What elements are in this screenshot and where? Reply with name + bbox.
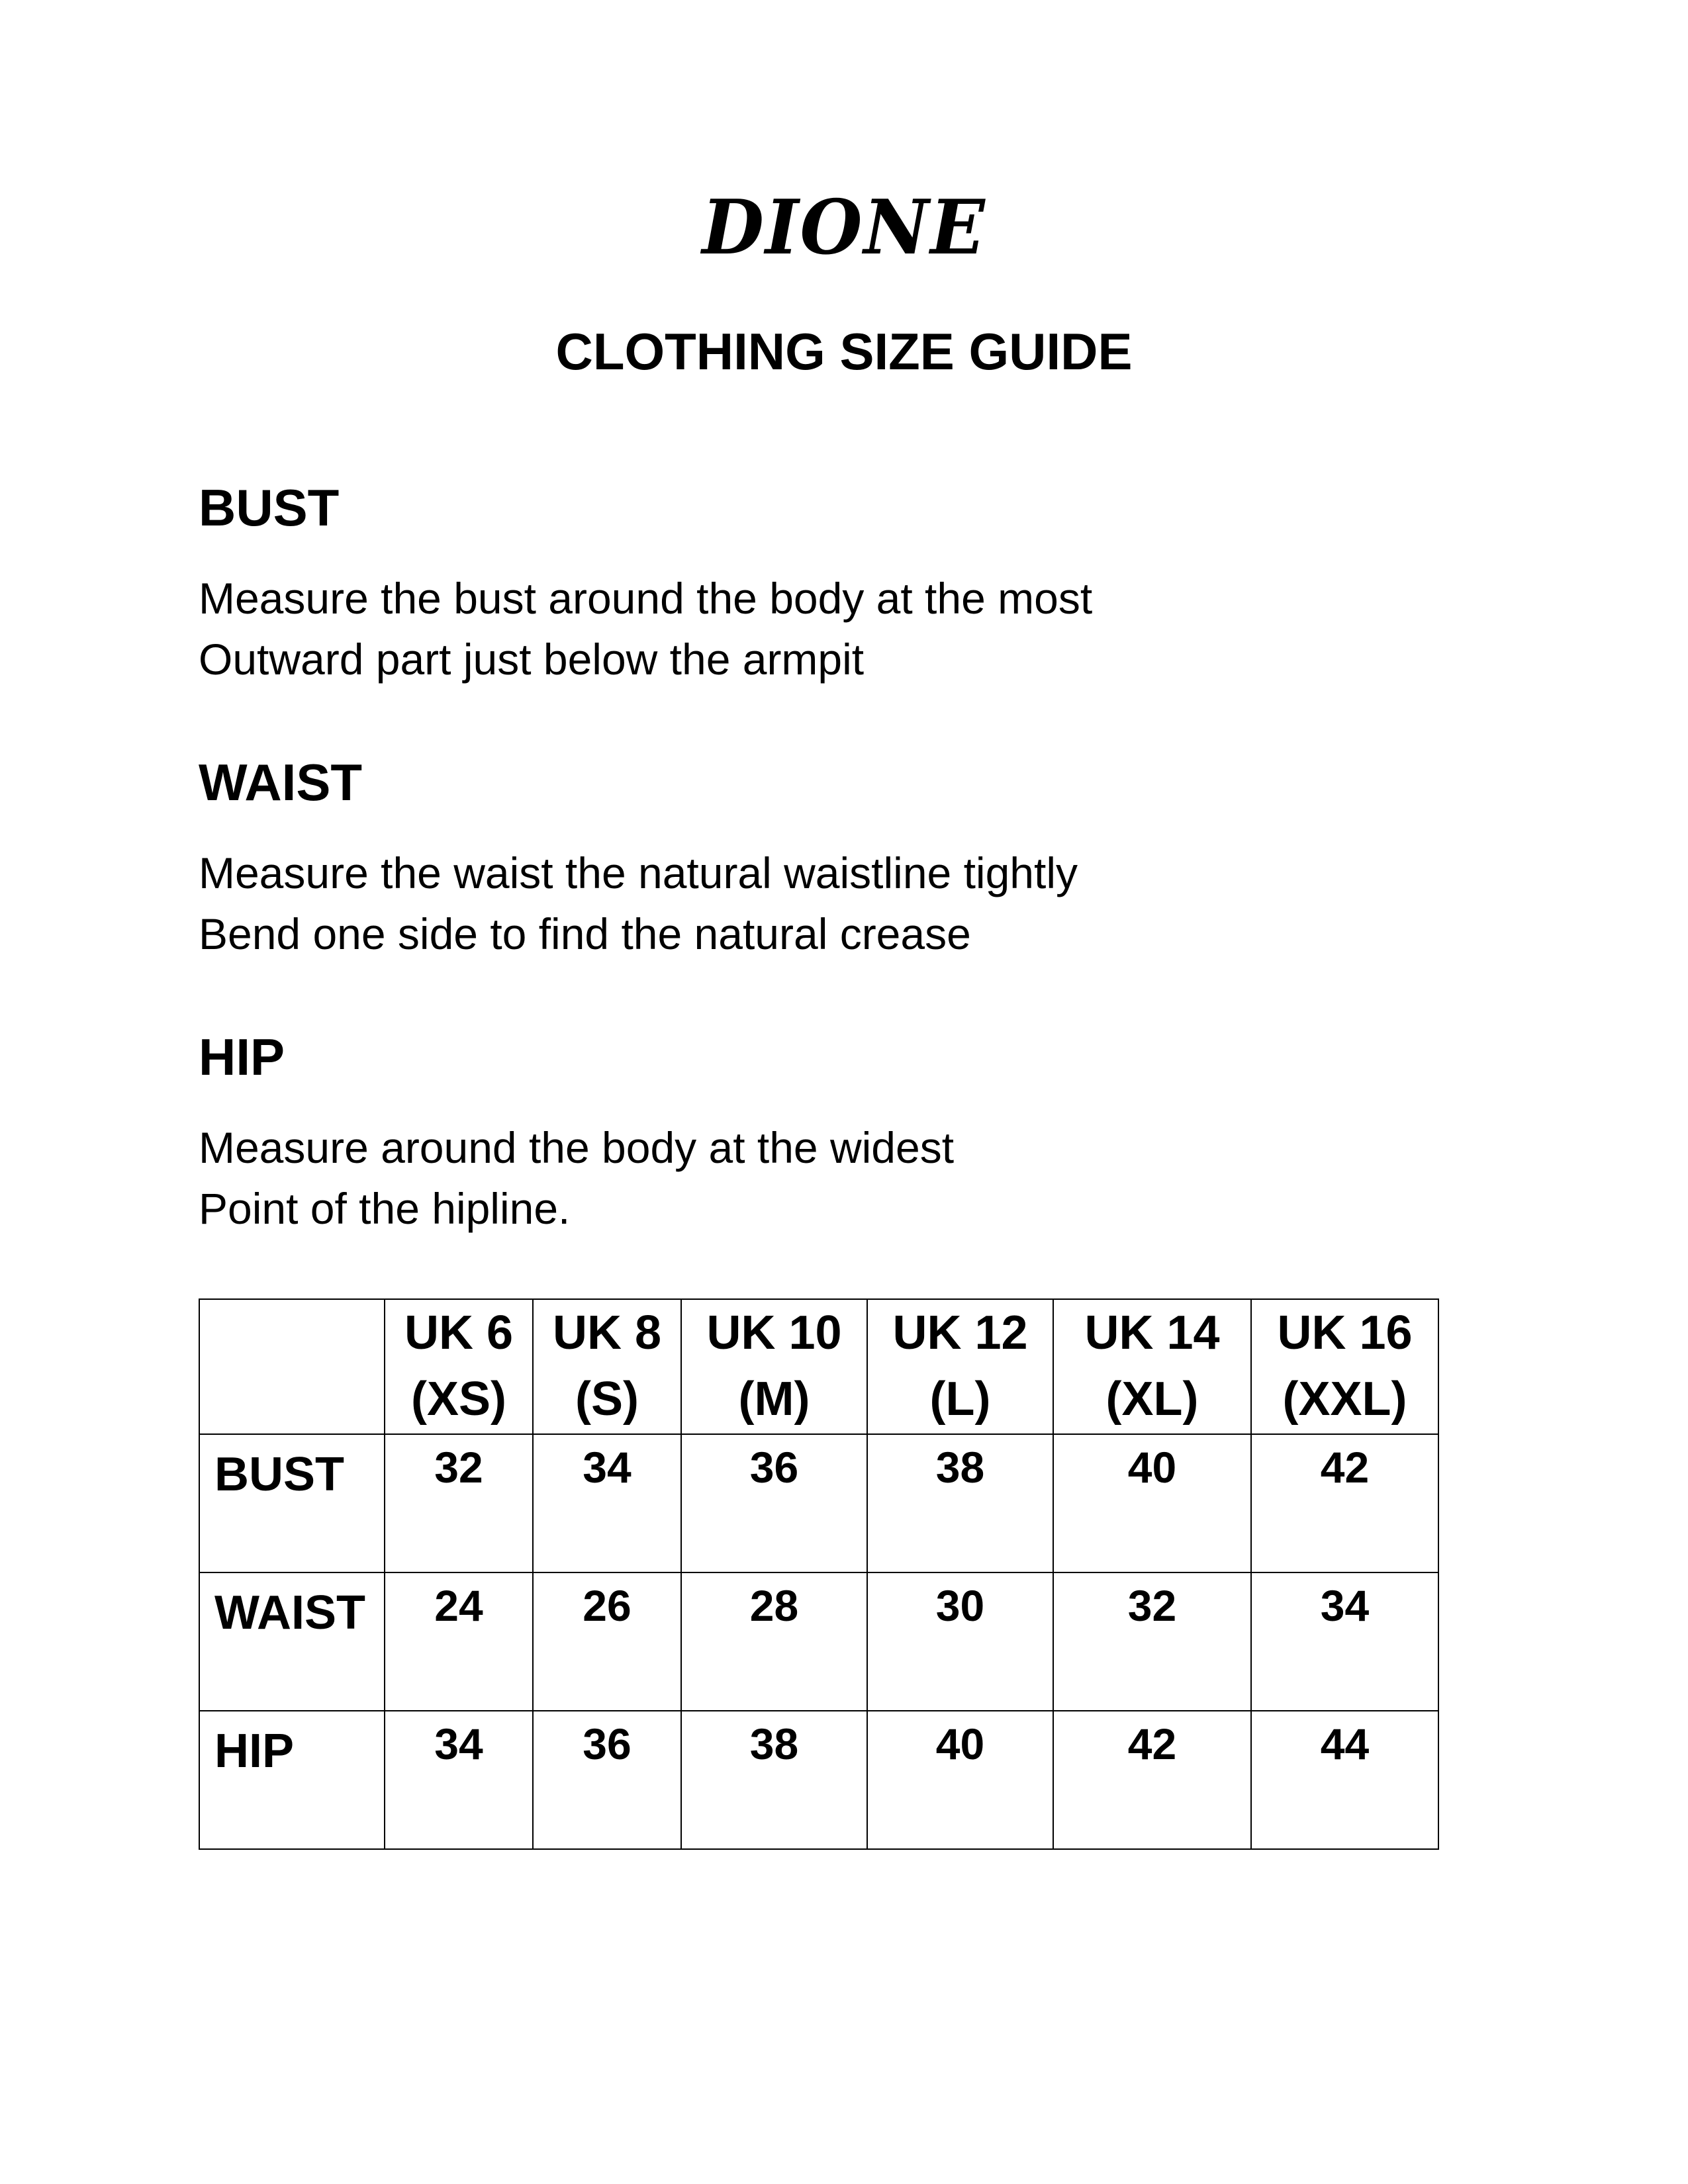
table-cell: 38 <box>681 1711 867 1849</box>
section-line: Measure around the body at the widest <box>199 1123 955 1172</box>
column-header: UK 12 (L) <box>867 1299 1053 1434</box>
row-label: BUST <box>199 1434 385 1572</box>
section-body-hip <box>199 1117 954 1239</box>
table-header-row <box>199 1299 1438 1434</box>
table-cell: 30 <box>867 1572 1053 1711</box>
table-cell: 40 <box>867 1711 1053 1849</box>
section-body-bust <box>199 568 1092 690</box>
row-label: HIP <box>199 1711 385 1849</box>
column-header: UK 8 (S) <box>533 1299 681 1434</box>
page-title: CLOTHING SIZE GUIDE <box>555 322 1133 381</box>
section-body-waist <box>199 842 1078 964</box>
table-cell: 42 <box>1251 1434 1438 1572</box>
table-cell: 34 <box>533 1434 681 1572</box>
table-cell: 38 <box>867 1434 1053 1572</box>
table-cell: 36 <box>533 1711 681 1849</box>
table-corner-cell <box>199 1299 385 1434</box>
table-cell: 28 <box>681 1572 867 1711</box>
column-header: UK 14 (XL) <box>1053 1299 1251 1434</box>
table-cell: 26 <box>533 1572 681 1711</box>
section-heading-hip: HIP <box>199 1028 285 1086</box>
table-cell: 40 <box>1053 1434 1251 1572</box>
table-row-hip <box>199 1711 1438 1849</box>
section-line: Point of the hipline. <box>199 1184 571 1233</box>
table-cell: 32 <box>1053 1572 1251 1711</box>
table-cell: 42 <box>1053 1711 1251 1849</box>
section-line: Measure the waist the natural waistline tightly <box>199 848 1078 897</box>
table-cell: 36 <box>681 1434 867 1572</box>
table-cell: 24 <box>385 1572 533 1711</box>
column-header: UK 6 (XS) <box>385 1299 533 1434</box>
column-header: UK 10 (M) <box>681 1299 867 1434</box>
column-header: UK 16 (XXL) <box>1251 1299 1438 1434</box>
section-heading-bust: BUST <box>199 478 340 537</box>
table-cell: 34 <box>385 1711 533 1849</box>
size-table <box>199 1298 1439 1850</box>
table-row-waist <box>199 1572 1438 1711</box>
section-line: Measure the bust around the body at the most <box>199 574 1093 623</box>
table-cell: 44 <box>1251 1711 1438 1849</box>
brand-logo: DIONE <box>702 183 986 272</box>
table-row-bust <box>199 1434 1438 1572</box>
section-heading-waist: WAIST <box>199 753 362 811</box>
table-cell: 32 <box>385 1434 533 1572</box>
section-line: Outward part just below the armpit <box>199 635 865 684</box>
row-label: WAIST <box>199 1572 385 1711</box>
table-cell: 34 <box>1251 1572 1438 1711</box>
section-line: Bend one side to find the natural crease <box>199 909 971 958</box>
